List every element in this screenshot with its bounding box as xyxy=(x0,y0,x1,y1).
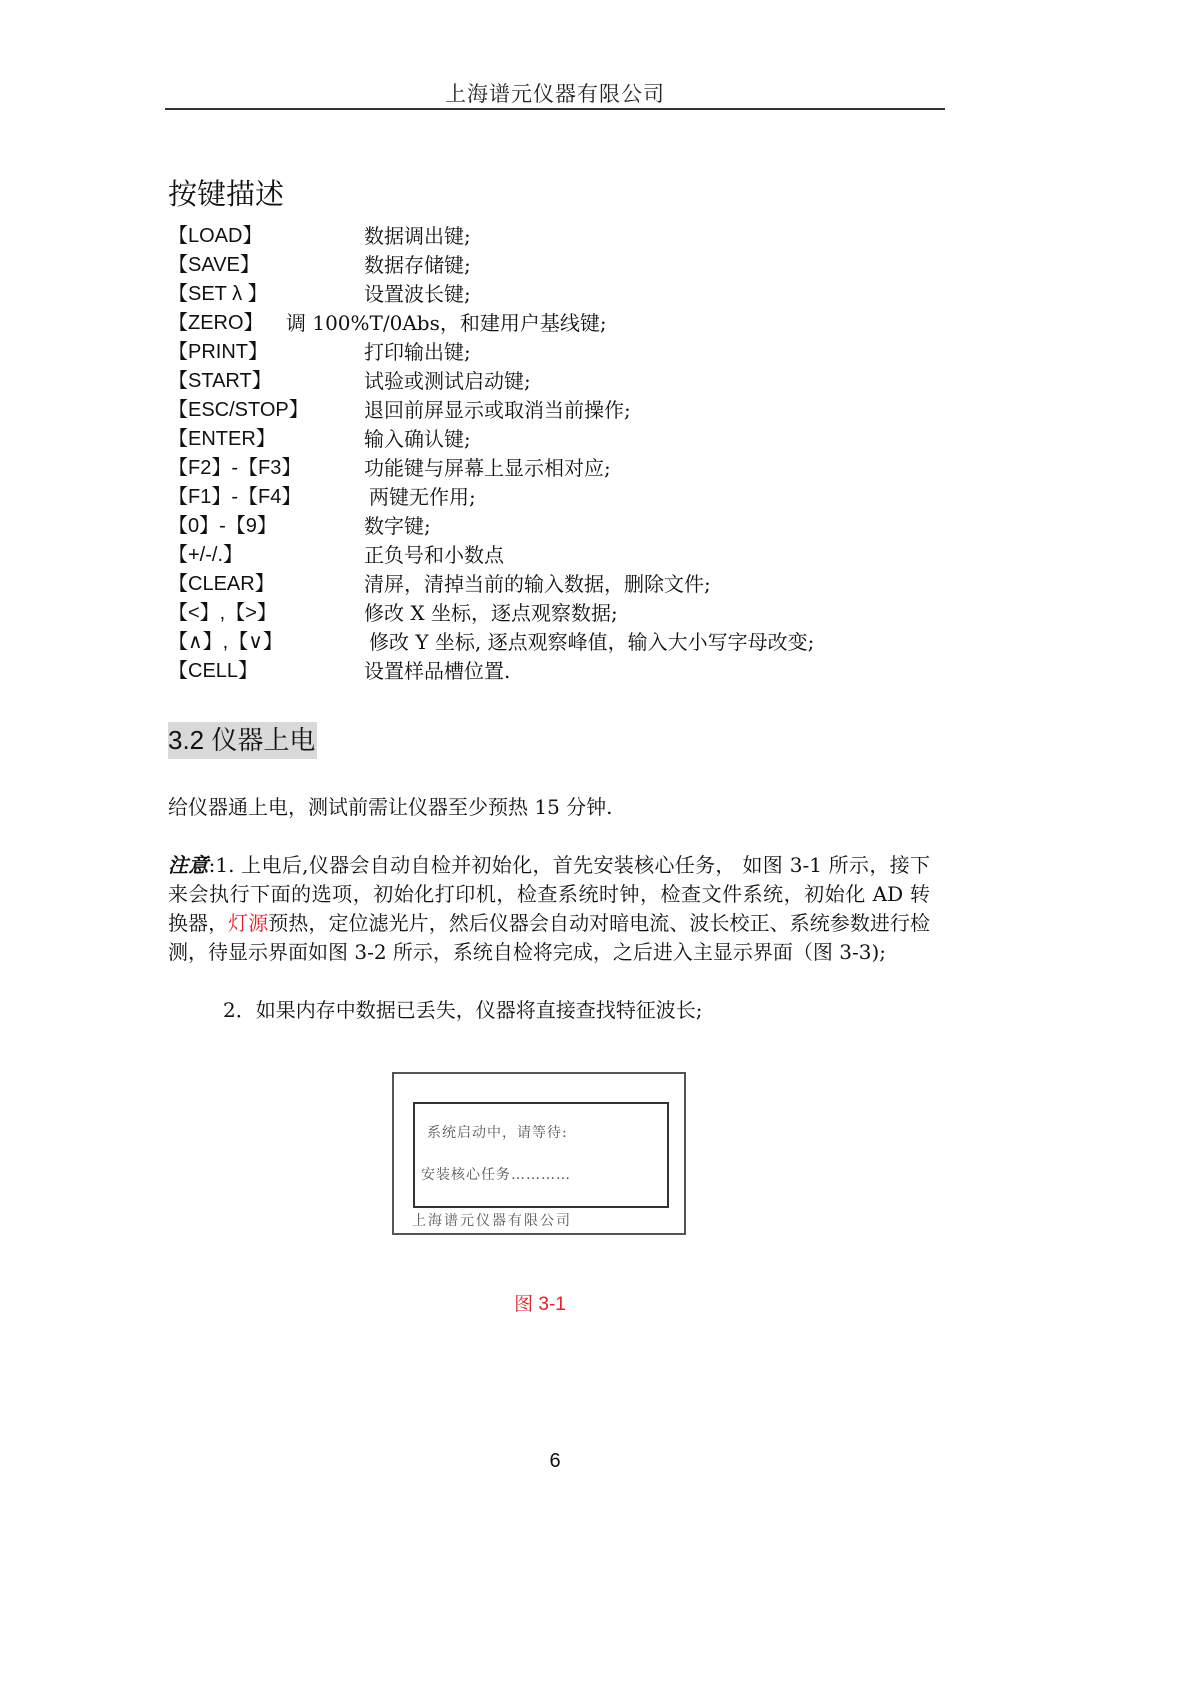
key-row-save xyxy=(168,251,968,280)
key-row-esc-stop xyxy=(168,396,968,425)
key-row-sign-decimal xyxy=(168,541,968,570)
key-desc: 设置波长键; xyxy=(364,282,471,306)
figure-caption: 图 3-1 xyxy=(514,1294,566,1315)
key-desc: 试验或测试启动键; xyxy=(364,369,531,393)
key-desc: 两键无作用; xyxy=(369,485,476,509)
key-row-print xyxy=(168,338,968,367)
key-row-start xyxy=(168,367,968,396)
key-desc: 数据存储键; xyxy=(364,253,471,277)
key-name: 【SET λ 】 xyxy=(168,283,268,305)
key-name: 【CELL】 xyxy=(168,660,259,682)
screen-line-1: 系统启动中，请等待: xyxy=(427,1125,568,1141)
power-paragraph: 给仪器通上电，测试前需让仪器至少预热 15 分钟. xyxy=(168,795,613,819)
key-row-enter xyxy=(168,425,968,454)
power-section-title: 3.2 仪器上电 xyxy=(168,722,317,759)
key-row-load xyxy=(168,222,968,251)
key-section-title: 按键描述 xyxy=(168,177,285,211)
note-text-1: :1. 上电后,仪器会自动自检并初始化，首先安装核心任务， 如图 3-1 所示，接下来会执行下面的选项，初始化打印机，检查系统时钟，检查文件系统，初始化 AD 转换器， xyxy=(168,853,930,935)
key-name: 【ESC/STOP】 xyxy=(168,399,309,421)
key-desc: 退回前屏显示或取消当前操作; xyxy=(364,398,631,422)
key-desc: 数字键; xyxy=(364,514,431,538)
key-row-clear xyxy=(168,570,968,599)
key-name: 【∧】,【∨】 xyxy=(168,631,283,653)
note-paragraph xyxy=(168,851,930,967)
key-name: 【LOAD】 xyxy=(168,225,263,247)
key-desc: 功能键与屏幕上显示相对应; xyxy=(364,456,611,480)
key-row-left-right xyxy=(168,599,968,628)
key-name: 【F1】-【F4】 xyxy=(168,486,302,508)
key-row-cell xyxy=(168,657,968,686)
key-row-set-lambda xyxy=(168,280,968,309)
note-text-2: 预热，定位滤光片，然后仪器会自动对暗电流、波长校正、系统参数进行检测，待显示界面如图 3-2 所示，系统自检将完成，之后进入主显示界面（图 3-3); xyxy=(168,911,931,964)
header-rule xyxy=(165,108,945,110)
key-name: 【+/-/.】 xyxy=(168,544,244,566)
key-name: 【ENTER】 xyxy=(168,428,276,450)
key-name: 【0】-【9】 xyxy=(168,515,277,537)
key-desc: 输入确认键; xyxy=(364,427,471,451)
key-row-up-down xyxy=(168,628,968,657)
key-name: 【CLEAR】 xyxy=(168,573,275,595)
key-desc: 打印输出键; xyxy=(364,340,471,364)
page-number: 6 xyxy=(549,1450,561,1472)
key-name: 【<】,【>】 xyxy=(168,602,277,624)
key-name: 【ZERO】 xyxy=(168,312,264,334)
key-name: 【START】 xyxy=(168,370,272,392)
key-desc: 调 100%T/0Abs，和建用户基线键; xyxy=(286,311,607,335)
key-row-digits xyxy=(168,512,968,541)
key-desc: 正负号和小数点 xyxy=(364,543,504,567)
key-desc: 数据调出键; xyxy=(364,224,471,248)
note-item-2: 2．如果内存中数据已丢失，仪器将直接查找特征波长; xyxy=(223,998,703,1022)
key-name: 【SAVE】 xyxy=(168,254,260,276)
note-label: 注意 xyxy=(168,853,209,877)
key-row-f2-f3 xyxy=(168,454,968,483)
key-list xyxy=(168,222,968,686)
screen-line-2: 安装核心任务………… xyxy=(421,1167,571,1183)
screen-display xyxy=(413,1102,669,1208)
screen-footer: 上海谱元仪器有限公司 xyxy=(412,1213,572,1229)
key-row-f1-f4 xyxy=(168,483,968,512)
key-desc: 修改 X 坐标，逐点观察数据; xyxy=(364,601,618,625)
key-desc: 设置样品槽位置. xyxy=(364,659,511,683)
key-name: 【F2】-【F3】 xyxy=(168,457,302,479)
key-desc: 修改 Y 坐标, 逐点观察峰值，输入大小写字母改变; xyxy=(369,630,815,654)
page-header-company: 上海谱元仪器有限公司 xyxy=(445,82,665,106)
key-desc: 清屏，清掉当前的输入数据，删除文件; xyxy=(364,572,711,596)
startup-screen-figure xyxy=(392,1072,686,1235)
note-highlight: 灯源 xyxy=(228,911,269,935)
key-name: 【PRINT】 xyxy=(168,341,268,363)
key-row-zero xyxy=(168,309,968,338)
